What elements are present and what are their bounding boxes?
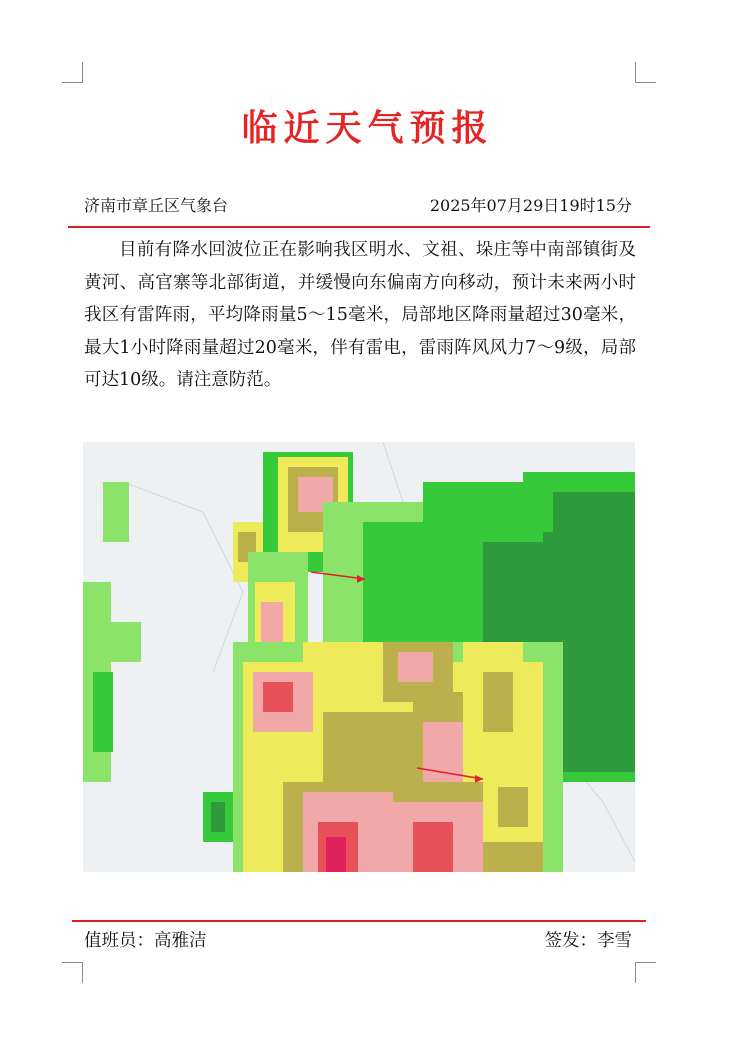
forecast-body: 目前有降水回波位正在影响我区明水、文祖、垛庄等中南部镇街及黄河、高官寨等北部街道，并缓慢向东偏南方向移动，预计未来两小时我区有雷阵雨，平均降雨量5～15毫米，局部地区降雨量超过30毫米，最大1小时降雨量超过20毫米，伴有雷电，雷雨阵风风力7～9级，局部可达10级。请注意防范。 bbox=[84, 240, 636, 390]
issue-time: 2025年07月29日19时15分 bbox=[429, 196, 632, 215]
crop-mark-bottom-right bbox=[635, 962, 656, 983]
document-header bbox=[84, 193, 632, 219]
signer: 签发：李雪 bbox=[544, 931, 632, 951]
crop-mark-bottom-left bbox=[62, 962, 83, 983]
duty-officer: 值班员：高雅洁 bbox=[84, 931, 207, 951]
crop-mark-top-right bbox=[635, 62, 656, 83]
footer-divider bbox=[72, 920, 646, 922]
issuer: 济南市章丘区气象台 bbox=[84, 196, 229, 215]
header-divider bbox=[68, 226, 650, 228]
radar-image bbox=[83, 442, 635, 872]
document-title: 临近天气预报 bbox=[241, 107, 494, 149]
crop-mark-top-left bbox=[62, 62, 83, 83]
